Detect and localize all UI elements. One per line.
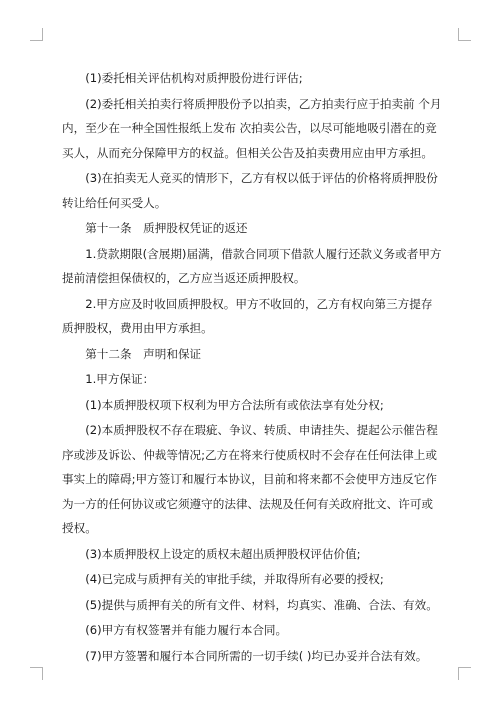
paragraph-warranty-7: (7)甲方签署和履行本合同所需的一切手续( )均已办妥并合法有效。 <box>85 648 428 663</box>
paragraph-warranty-4: (4)已完成与质押有关的审批手续，并取得所有必要的授权; <box>85 572 384 586</box>
document-body <box>62 66 442 669</box>
paragraph-return-2: 2.甲方应及时收回质押股权。甲方不收回的，乙方有权向第三方提存质押股权，费用由甲方承担。 <box>62 296 433 335</box>
paragraph-warranty-intro: 1.甲方保证： <box>85 372 155 386</box>
crop-mark-bottom-left <box>30 667 43 680</box>
paragraph-warranty-1: (1)本质押股权项下权利为甲方合法所有或依法享有处分权; <box>85 397 384 412</box>
crop-mark-top-right <box>458 28 471 41</box>
paragraph-no-bidder: (3)在拍卖无人竞买的情形下，乙方有权以低于评估的价格将质押股份转让给任何买受人。 <box>62 171 438 210</box>
paragraph-warranty-2: (2)本质押股权不存在瑕疵、争议、转质、申请挂失、提起公示催告程序或涉及诉讼、仲裁等情况;乙方在将来行使质权时不会存在任何法律上或事实上的障碍;甲方签订和履行本协议，目前和将来都不会使甲方违反它作为一方的任何协议或它须遵守的法律、法规及任何有关政府批文、许可或授权。 <box>62 423 438 535</box>
paragraph-evaluate: (1)委托相关评估机构对质押股份进行评估; <box>85 71 303 85</box>
paragraph-warranty-6: (6)甲方有权签署并有能力履行本合同。 <box>85 623 288 637</box>
crop-mark-top-left <box>30 28 43 41</box>
crop-mark-bottom-right <box>458 667 471 680</box>
paragraph-warranty-5: (5)提供与质押有关的所有文件、材料，均真实、准确、合法、有效。 <box>85 597 438 612</box>
paragraph-auction: (2)委托相关拍卖行将质押股份予以拍卖，乙方拍卖行应于拍卖前 个月内，至少在一种全国性报纸上发布 次拍卖公告，以尽可能地吸引潜在的竞买人，从而充分保障甲方的权益。但相关公告及拍卖费用应由甲方承担。 <box>62 96 442 160</box>
heading-article-12: 第十二条 声明和保证 <box>85 346 202 361</box>
paragraph-warranty-3: (3)本质押股权上设定的质权未超出质押股权评估价值; <box>85 546 361 561</box>
paragraph-return-1: 1.贷款期限(含展期)届满，借款合同项下借款人履行还款义务或者甲方提前清偿担保债权的，乙方应当返还质押股权。 <box>62 246 442 285</box>
heading-article-11: 第十一条 质押股权凭证的返还 <box>85 221 248 235</box>
